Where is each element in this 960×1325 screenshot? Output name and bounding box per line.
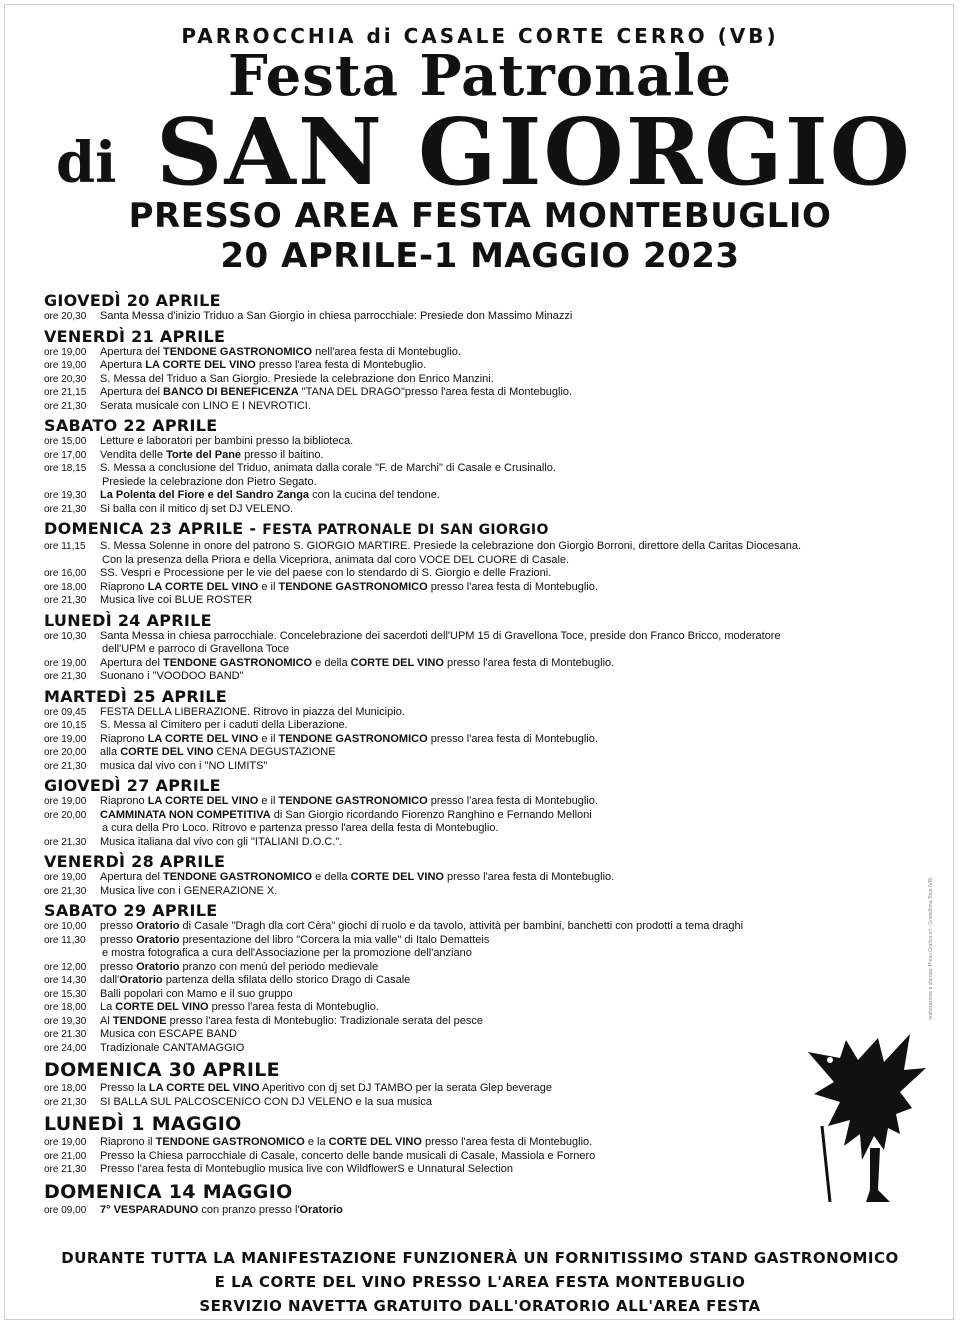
event-description — [100, 373, 904, 387]
event-description — [100, 706, 904, 720]
event-highlight: TENDONE — [112, 1014, 167, 1027]
event-row — [44, 346, 904, 360]
day-title-text: DOMENICA 30 APRILE — [44, 1059, 280, 1081]
event-time: ore 21,30 — [44, 671, 87, 682]
event-text: S. Messa a conclusione del Triduo, animata dalla corale "F. de Marchi" di Casale e Crusinallo. — [100, 462, 556, 474]
event-highlight: CORTE DEL VINO — [328, 1136, 422, 1148]
dates-heading: 20 APRILE-1 MAGGIO 2023 — [220, 236, 740, 276]
day-section — [44, 291, 904, 324]
event-time: ore 21.30 — [44, 1029, 87, 1040]
event-row — [44, 581, 904, 595]
saint-title-di: di — [56, 130, 117, 196]
day-title-text: DOMENICA 23 APRILE - — [44, 519, 263, 538]
event-continuation: Con la presenza della Priora e della Vicepriora, animata dal coro VOCE DEL CUORE di Casale. — [102, 553, 570, 566]
event-row — [44, 1028, 904, 1042]
event-time: ore 09,45 — [44, 706, 87, 718]
event-text: presso l'area festa di Montebuglio. — [255, 359, 427, 371]
event-time: ore 21,15 — [44, 387, 87, 398]
event-description — [100, 1150, 904, 1164]
event-text: con pranzo presso l' — [198, 1203, 300, 1216]
event-time: ore 11,15 — [44, 541, 86, 552]
event-description — [100, 540, 904, 554]
event-description — [100, 809, 904, 823]
event-text: Riaprono — [100, 795, 148, 807]
event-highlight: Oratorio — [136, 960, 180, 973]
event-row — [44, 1082, 904, 1096]
event-text: presso l'area festa di Montebuglio. — [427, 732, 598, 745]
event-text: con la cucina del tendone. — [309, 489, 440, 501]
event-row — [44, 1163, 904, 1177]
event-text: SS. Vespri e Processione per le vie del paese con lo stendardo di S. Giorgio e delle Frazioni. — [100, 567, 552, 579]
event-row — [44, 1204, 904, 1218]
event-row — [44, 885, 904, 899]
event-highlight: Torte del Pane — [166, 448, 242, 461]
day-title-text: VENERDÌ 21 APRILE — [44, 326, 226, 346]
event-text: Si balla con il mitico dj set DJ VELENO. — [100, 502, 294, 515]
event-text: e la — [304, 1136, 329, 1148]
event-highlight: 7° VESPARADUNO — [100, 1203, 199, 1216]
day-subtitle: FESTA PATRONALE DI SAN GIORGIO — [262, 522, 549, 538]
event-highlight: CORTE DEL VINO — [120, 746, 214, 758]
saint-title — [52, 98, 932, 206]
event-highlight: BANCO DI BENEFICENZA — [162, 386, 299, 398]
day-title — [44, 291, 904, 310]
event-description — [100, 567, 904, 581]
event-time: ore 11,30 — [44, 934, 86, 946]
day-title — [44, 687, 904, 706]
event-text: presso l'area festa di Montebuglio. — [427, 795, 598, 807]
event-text: Presso l'area festa di Montebuglio musica live con WildflowerS e Unnatural Selection — [100, 1163, 513, 1175]
event-description — [100, 733, 904, 747]
event-text: Aperitivo con dj set DJ TAMBO per la serata Glep beverage — [259, 1082, 553, 1094]
event-row — [44, 630, 904, 644]
event-time: ore 10,15 — [44, 720, 87, 731]
event-text: Serata musicale con LINO E I NEVROTICI. — [100, 399, 311, 412]
event-text: Al — [100, 1014, 113, 1027]
event-time: ore 21,30 — [44, 1096, 87, 1108]
event-row — [44, 920, 904, 934]
event-highlight: LA CORTE DEL VINO — [147, 795, 259, 807]
event-description — [100, 988, 904, 1002]
event-description — [100, 462, 904, 476]
event-row — [44, 871, 904, 885]
day-title — [44, 1181, 904, 1204]
day-section — [44, 776, 904, 849]
event-row — [44, 733, 904, 747]
event-description — [100, 934, 904, 948]
event-time: ore 21,30 — [44, 400, 87, 412]
event-text: Riaprono il — [100, 1136, 156, 1148]
event-text: e il — [258, 795, 279, 807]
event-text: S. Messa al Cimitero per i caduti della Liberazione. — [100, 719, 348, 731]
footer-notes — [0, 1246, 960, 1318]
event-description — [100, 449, 904, 463]
day-title-text: LUNEDÌ 24 APRILE — [44, 610, 212, 630]
day-section — [44, 852, 904, 898]
day-title — [44, 1059, 904, 1082]
event-time: ore 18,15 — [44, 463, 87, 474]
day-title-text: SABATO 22 APRILE — [44, 416, 218, 435]
event-row — [44, 934, 904, 948]
venue-heading: PRESSO AREA FESTA MONTEBUGLIO — [128, 196, 832, 236]
day-title — [44, 1113, 904, 1136]
event-text: presso l'area festa di Montebuglio. — [208, 1001, 379, 1013]
event-time: ore 19,30 — [44, 1015, 87, 1027]
event-time: ore 19,00 — [44, 657, 87, 669]
event-description — [100, 1096, 904, 1110]
event-highlight: TENDONE GASTRONOMICO — [278, 795, 428, 807]
event-row — [44, 359, 904, 373]
event-highlight: TENDONE GASTRONOMICO — [162, 871, 313, 883]
parish-heading: PARROCCHIA di CASALE CORTE CERRO (VB) — [181, 24, 779, 48]
event-description — [100, 630, 904, 644]
event-description — [100, 503, 904, 517]
event-row — [44, 567, 904, 581]
event-continuation: e mostra fotografica a cura dell'Associazione per la promozione dell'anziano — [102, 947, 472, 959]
program-schedule — [44, 288, 904, 1217]
event-text: di Casale "Dragh dla cort Cèra" giochi di ruolo e da tavolo, attività per bambini, banchetti con prodotti a tema draghi — [179, 920, 744, 932]
event-text: Tradizionale CANTAMAGGIO — [100, 1041, 245, 1054]
event-description — [100, 746, 904, 760]
footer-line-3: SERVIZIO NAVETTA GRATUITO DALL'ORATORIO ALL'AREA FESTA — [199, 1297, 761, 1315]
event-row — [44, 462, 904, 476]
event-text: Apertura del — [100, 656, 163, 669]
day-section — [44, 901, 904, 1055]
event-time: ore 09,00 — [44, 1204, 87, 1216]
event-description — [100, 594, 904, 608]
event-highlight: LA CORTE DEL VINO — [145, 359, 256, 371]
event-row — [44, 809, 904, 823]
event-row — [44, 1150, 904, 1164]
dragon-tail — [866, 1148, 890, 1202]
event-time: ore 15,30 — [44, 988, 87, 1000]
event-text: alla — [100, 746, 121, 758]
event-text: Apertura del — [100, 871, 163, 883]
event-continuation: a cura della Pro Loco. Ritrovo e partenza presso l'area della festa di Montebuglio. — [102, 822, 499, 834]
event-row — [44, 1042, 904, 1056]
event-highlight: Oratorio — [136, 933, 180, 946]
event-highlight: LA CORTE DEL VINO — [147, 732, 259, 745]
footer-line-1: DURANTE TUTTA LA MANIFESTAZIONE FUNZIONERÀ UN FORNITISSIMO STAND GASTRONOMICO — [61, 1249, 899, 1267]
event-row — [44, 1096, 904, 1110]
event-description — [100, 885, 904, 899]
event-text: e della — [312, 871, 351, 883]
event-row — [44, 373, 904, 387]
event-text: pranzo con menù del periodo medievale — [179, 960, 379, 973]
event-text: SI BALLA SUL PALCOSCENICO CON DJ VELENO e la sua musica — [100, 1095, 432, 1108]
event-time: ore 16,00 — [44, 568, 87, 579]
event-time: ore 18,00 — [44, 1002, 87, 1013]
event-text: musica dal vivo con i "NO LIMITS" — [100, 759, 268, 772]
event-text: presso l'area festa di Montebuglio. — [443, 656, 615, 669]
event-row — [44, 836, 904, 850]
event-description — [100, 1001, 904, 1015]
event-time: ore 15,00 — [44, 436, 87, 447]
event-text: La — [100, 1001, 116, 1013]
event-text: FESTA DELLA LIBERAZIONE. Ritrovo in piazza del Municipio. — [100, 705, 405, 718]
event-description — [100, 871, 904, 885]
event-highlight: CAMMINATA NON COMPETITIVA — [100, 808, 271, 821]
event-text: presso l'area festa di Montebuglio. — [421, 1136, 593, 1148]
event-description — [100, 1028, 904, 1042]
event-text: Presso la Chiesa parrocchiale di Casale, concerto delle bande musicali di Casale, Massiola e Fornero — [100, 1149, 596, 1162]
event-row — [44, 310, 904, 324]
event-text: Balli popolari con Mamo e il suo gruppo — [100, 987, 293, 1000]
event-text: Presso la — [100, 1082, 149, 1094]
event-time: ore 24,00 — [44, 1042, 87, 1054]
event-row — [44, 489, 904, 503]
event-time: ore 19,30 — [44, 490, 87, 501]
event-description — [100, 920, 904, 934]
event-time: ore 21,30 — [44, 836, 87, 848]
event-description — [100, 1015, 904, 1029]
event-description — [100, 1136, 904, 1150]
day-section — [44, 416, 904, 516]
event-text: Musica live coi BLUE ROSTER — [100, 594, 253, 606]
event-continuation: dell'UPM e parroco di Gravellona Toce — [102, 643, 290, 655]
event-row — [44, 760, 904, 774]
event-time: ore 19,00 — [44, 872, 87, 883]
event-row — [44, 719, 904, 733]
event-row — [44, 386, 904, 400]
event-description — [100, 435, 904, 449]
event-text: presso l'area festa di Montebuglio: Tradizionale serata del pesce — [166, 1014, 484, 1027]
event-time: ore 21,00 — [44, 1150, 87, 1162]
event-time: ore 10,30 — [44, 630, 87, 642]
event-description — [100, 346, 904, 360]
dragon-body — [808, 1034, 926, 1160]
event-time: ore 21,30 — [44, 595, 87, 606]
event-time: ore 17,00 — [44, 449, 87, 461]
event-row — [44, 1015, 904, 1029]
day-section — [44, 1059, 904, 1109]
event-highlight: LA CORTE DEL VINO — [148, 1082, 260, 1094]
event-text: presso — [100, 920, 137, 932]
event-time: ore 20,30 — [44, 373, 87, 385]
event-text: Vendita delle — [100, 448, 167, 461]
dragon-spear — [822, 1126, 830, 1202]
day-title-text: SABATO 29 APRILE — [44, 901, 218, 920]
event-highlight: Oratorio — [299, 1203, 343, 1216]
event-text: e il — [258, 580, 279, 593]
event-text: dall' — [100, 974, 120, 986]
event-row — [44, 540, 904, 554]
event-text: presso l'area festa di Montebuglio. — [427, 580, 598, 593]
day-title-text: DOMENICA 14 MAGGIO — [44, 1180, 293, 1203]
event-time: ore 20,30 — [44, 311, 87, 322]
day-title-text: VENERDÌ 28 APRILE — [44, 852, 226, 871]
event-text: Suonano i "VOODOO BAND" — [100, 670, 244, 682]
event-time: ore 19,00 — [44, 796, 87, 807]
day-section — [44, 1113, 904, 1177]
event-highlight: Oratorio — [136, 920, 180, 932]
event-description — [100, 836, 904, 850]
event-text: Musica live con i GENERAZIONE X. — [100, 884, 278, 897]
event-description — [100, 310, 904, 324]
event-time: ore 19,00 — [44, 360, 87, 371]
day-title-text: MARTEDÌ 25 APRILE — [44, 686, 227, 706]
event-highlight: TENDONE GASTRONOMICO — [162, 345, 313, 358]
event-time: ore 18,00 — [44, 581, 87, 593]
event-text: presso — [100, 933, 137, 946]
day-title — [44, 611, 904, 630]
event-description — [100, 974, 904, 988]
event-row — [44, 657, 904, 671]
event-time: ore 20,00 — [44, 747, 87, 758]
event-text: "TANA DEL DRAGO"presso l'area festa di Montebuglio. — [298, 386, 573, 398]
event-time: ore 19,00 — [44, 346, 87, 358]
event-text: S. Messa del Triduo a San Giorgio. Presiede la celebrazione don Enrico Manzini. — [100, 372, 494, 385]
event-text: presso — [100, 960, 137, 973]
event-text: Riaprono — [100, 580, 148, 593]
event-description — [100, 581, 904, 595]
event-description — [100, 359, 904, 373]
event-text: Musica italiana dal vivo con gli "ITALIANI D.O.C.". — [100, 835, 343, 848]
event-highlight: Oratorio — [119, 974, 163, 986]
event-highlight: TENDONE GASTRONOMICO — [162, 656, 313, 669]
day-title — [44, 901, 904, 920]
event-row — [44, 1001, 904, 1015]
dragon-icon — [800, 1030, 930, 1205]
day-section — [44, 1181, 904, 1218]
event-row — [44, 961, 904, 975]
saint-title-name: SAN GIORGIO — [156, 98, 912, 206]
event-text: Musica con ESCAPE BAND — [100, 1028, 237, 1040]
event-description — [100, 1204, 904, 1218]
event-time: ore 20,00 — [44, 809, 87, 821]
event-description — [100, 1082, 904, 1096]
event-time: ore 19,00 — [44, 1137, 87, 1148]
event-row — [44, 449, 904, 463]
event-time: ore 10,00 — [44, 921, 87, 932]
event-text: Letture e laboratori per bambini presso la biblioteca. — [100, 435, 354, 447]
event-text: CENA DEGUSTAZIONE — [213, 746, 336, 758]
event-time: ore 21,30 — [44, 1164, 87, 1175]
event-continuation: Presiede la celebrazione don Pietro Segato. — [102, 475, 317, 488]
event-text: nell'area festa di Montebuglio. — [312, 345, 461, 358]
event-row — [44, 974, 904, 988]
event-row — [44, 670, 904, 684]
day-section — [44, 327, 904, 414]
event-highlight: TENDONE GASTRONOMICO — [278, 732, 428, 745]
event-description — [100, 386, 904, 400]
event-text: Santa Messa d'inizio Triduo a San Giorgio in chiesa parrocchiale: Presiede don Massimo Minazzi — [100, 310, 573, 322]
event-description — [100, 795, 904, 809]
event-description — [100, 657, 904, 671]
event-time: ore 18,00 — [44, 1083, 87, 1094]
event-description — [100, 1163, 904, 1177]
event-text: Apertura del — [100, 345, 163, 358]
event-highlight: CORTE DEL VINO — [350, 656, 444, 669]
event-highlight: La Polenta del Fiore e del Sandro Zanga — [100, 489, 310, 501]
event-text: Santa Messa in chiesa parrocchiale. Concelebrazione dei sacerdoti dell'UPM 15 di Gravellona Toce, preside don Franco Bricco, moderatore — [100, 629, 781, 642]
day-title — [44, 852, 904, 871]
event-row — [44, 795, 904, 809]
event-text: presso il baitino. — [241, 448, 324, 461]
event-row — [44, 594, 904, 608]
event-row — [44, 1136, 904, 1150]
festival-title: Festa Patronale — [227, 43, 732, 109]
event-row — [44, 988, 904, 1002]
event-description — [100, 489, 904, 503]
printer-credit: realizzazione e stampa: Press Grafica srl - Gravellona Toce (VB) — [928, 877, 934, 1020]
event-row — [44, 746, 904, 760]
event-text: Riaprono — [100, 732, 148, 745]
event-row — [44, 400, 904, 414]
event-row — [44, 435, 904, 449]
event-description — [100, 400, 904, 414]
day-section — [44, 687, 904, 774]
event-highlight: LA CORTE DEL VINO — [147, 580, 259, 593]
dragon-eye — [827, 1057, 833, 1063]
event-text: S. Messa Solenne in onore del patrono S. GIORGIO MARTIRE. Presiede la celebrazione don Giorgio Borroni, direttore della Caritas Diocesana. — [100, 540, 802, 552]
event-highlight: CORTE DEL VINO — [350, 871, 444, 883]
event-text: di San Giorgio ricordando Fiorenzo Ranghino e Fernando Melloni — [270, 808, 592, 821]
event-highlight: TENDONE GASTRONOMICO — [155, 1136, 305, 1148]
day-title-text: GIOVEDÌ 27 APRILE — [44, 776, 221, 795]
event-description — [100, 670, 904, 684]
event-description — [100, 961, 904, 975]
event-time: ore 21,30 — [44, 503, 87, 515]
event-text: e della — [312, 656, 351, 669]
event-time: ore 14,30 — [44, 975, 87, 986]
event-text: e il — [258, 732, 279, 745]
event-highlight: TENDONE GASTRONOMICO — [278, 580, 428, 593]
event-text: Apertura del — [100, 386, 163, 398]
day-title-text: GIOVEDÌ 20 APRILE — [44, 291, 221, 310]
day-title — [44, 776, 904, 795]
day-section — [44, 519, 904, 608]
event-text: partenza della sfilata dello storico Drago di Casale — [162, 974, 411, 986]
event-text: presentazione del libro "Corcera la mia valle" di Italo Dematteis — [179, 933, 490, 946]
event-time: ore 12,00 — [44, 961, 87, 973]
day-title-text: LUNEDÌ 1 MAGGIO — [44, 1113, 242, 1135]
day-title — [44, 327, 904, 346]
event-time: ore 21,30 — [44, 760, 87, 772]
event-time: ore 19,00 — [44, 733, 87, 745]
event-description — [100, 719, 904, 733]
event-highlight: CORTE DEL VINO — [115, 1001, 209, 1013]
event-description — [100, 1042, 904, 1056]
day-title — [44, 416, 904, 435]
footer-line-2: E LA CORTE DEL VINO PRESSO L'AREA FESTA MONTEBUGLIO — [214, 1273, 746, 1291]
event-text: presso l'area festa di Montebuglio. — [443, 871, 615, 883]
event-text: Apertura — [100, 359, 146, 371]
day-title — [44, 519, 904, 540]
event-row — [44, 706, 904, 720]
event-description — [100, 760, 904, 774]
event-time: ore 21,30 — [44, 885, 87, 897]
day-section — [44, 611, 904, 684]
event-row — [44, 503, 904, 517]
